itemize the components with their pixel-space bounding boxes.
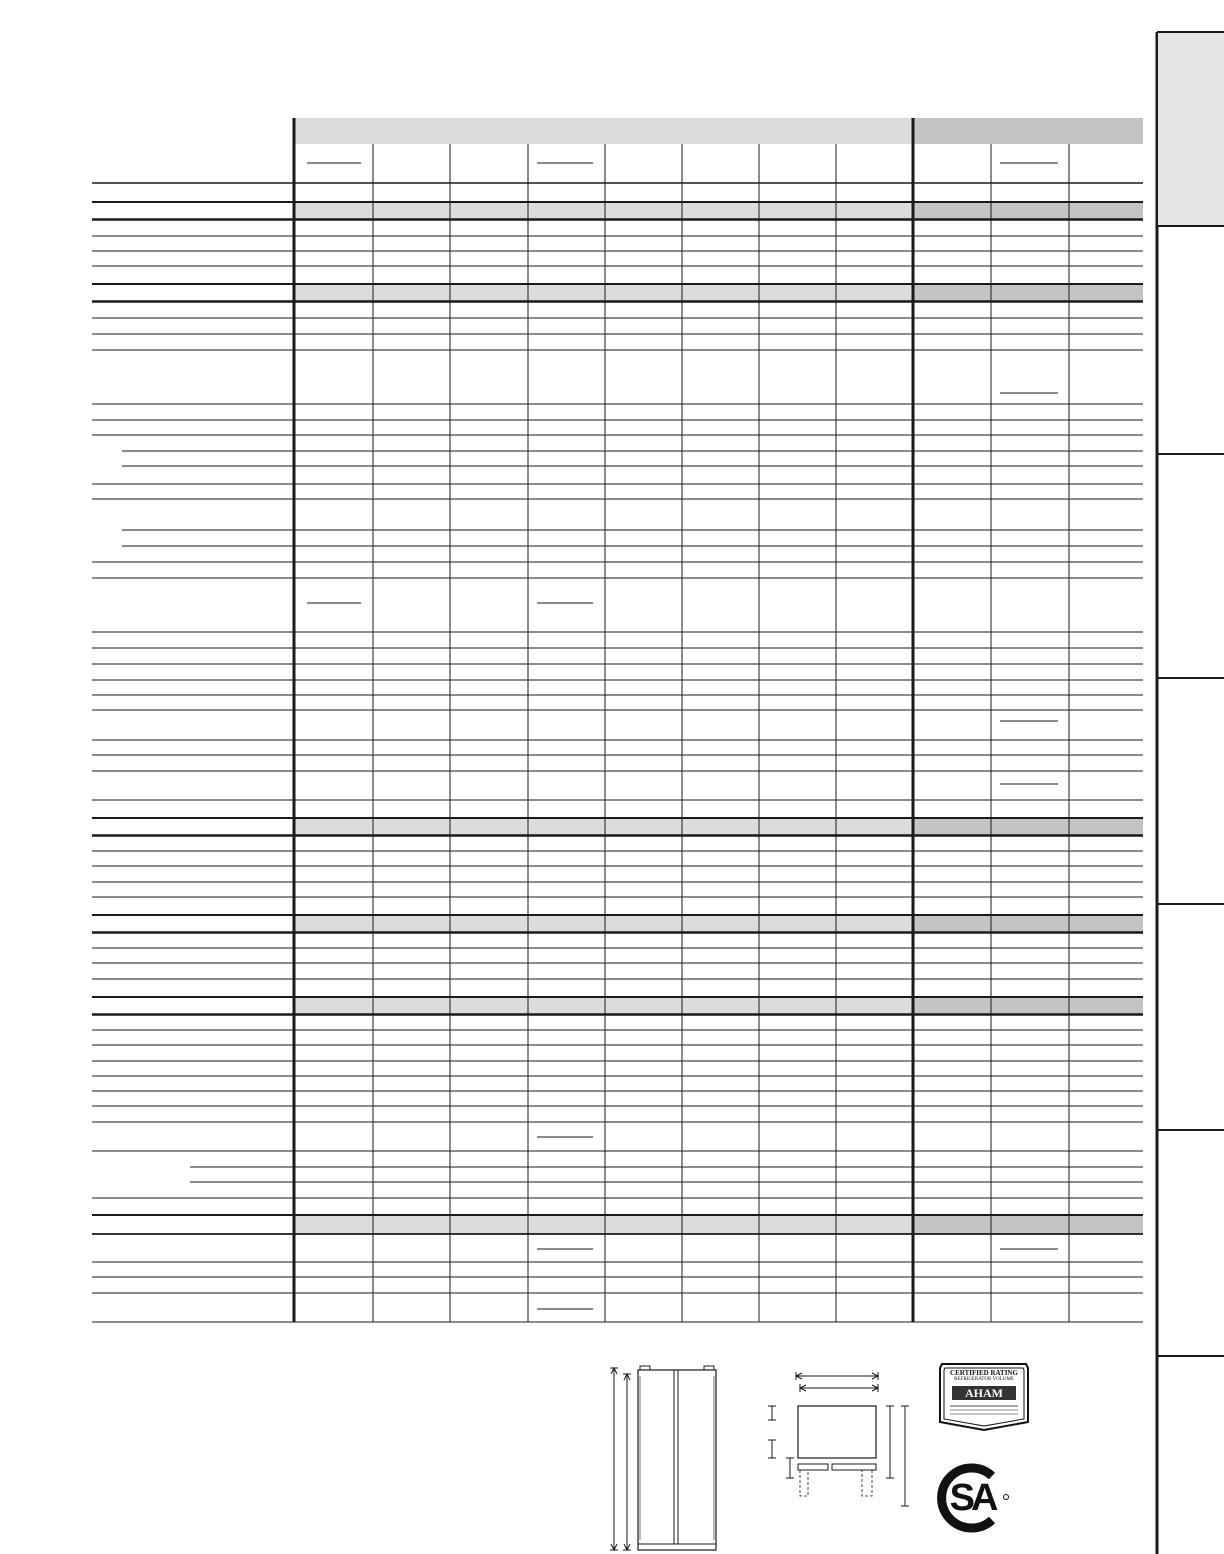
section-band-side-2 bbox=[913, 818, 1143, 835]
section-band-main-2 bbox=[294, 818, 913, 835]
section-band-side-3 bbox=[913, 915, 1143, 932]
csa-certification-mark bbox=[936, 1462, 1010, 1534]
door-swing-right bbox=[832, 1464, 876, 1470]
csa-mark-text: SA bbox=[949, 1477, 995, 1519]
section-band-main-4 bbox=[294, 997, 913, 1014]
section-band-main-1 bbox=[294, 284, 913, 301]
open-door-outline-0 bbox=[800, 1470, 808, 1496]
header-band-main bbox=[294, 118, 913, 144]
aham-certification-seal bbox=[936, 1360, 1032, 1432]
section-band-main-0 bbox=[294, 202, 913, 219]
door-swing-left bbox=[798, 1464, 828, 1470]
aham-mark: AHAM bbox=[965, 1386, 1003, 1400]
side-tab-active-fill bbox=[1158, 32, 1224, 226]
header-band-side bbox=[913, 118, 1143, 144]
fridge-top-outline bbox=[798, 1406, 876, 1458]
section-band-side-4 bbox=[913, 997, 1143, 1014]
section-band-main-5 bbox=[294, 1215, 913, 1234]
section-band-main-3 bbox=[294, 915, 913, 932]
aham-line2: REFRIGERATOR VOLUME bbox=[954, 1377, 1014, 1382]
open-door-outline-1 bbox=[862, 1470, 872, 1496]
section-band-side-5 bbox=[913, 1215, 1143, 1234]
section-band-side-0 bbox=[913, 202, 1143, 219]
section-band-side-1 bbox=[913, 284, 1143, 301]
fridge-front-outline bbox=[638, 1370, 716, 1550]
aham-line1: CERTIFIED RATING bbox=[950, 1369, 1018, 1377]
